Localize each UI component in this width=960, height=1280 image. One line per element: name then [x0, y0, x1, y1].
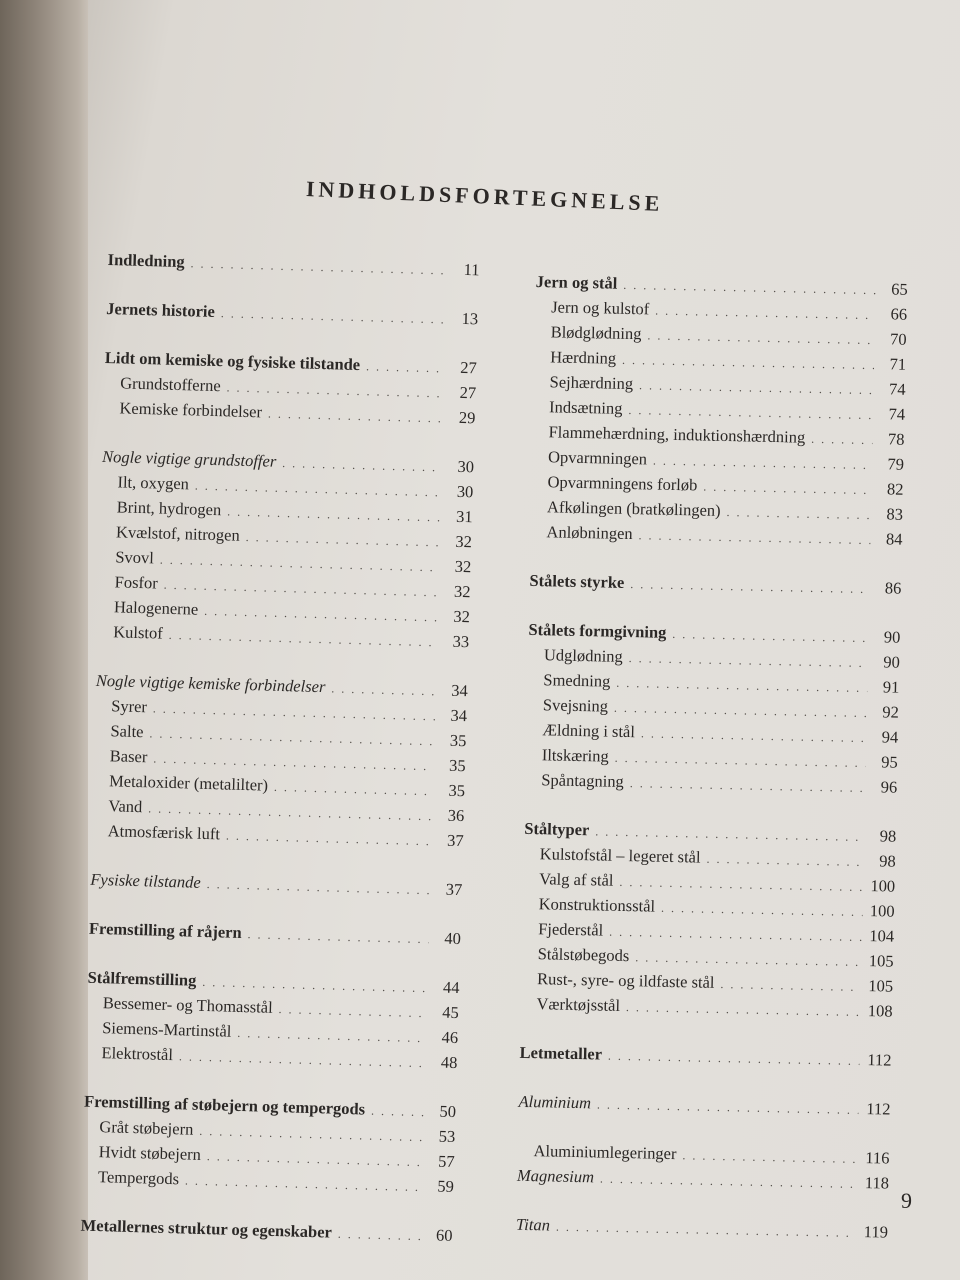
toc-entry-page: 98 [879, 851, 896, 871]
toc-entry-label: Kemiske forbindelser [119, 398, 263, 422]
toc-entry-page: 112 [866, 1099, 891, 1119]
toc-entry-page: 35 [448, 755, 466, 776]
dot-leader [682, 1144, 857, 1171]
dot-leader [371, 1100, 425, 1124]
toc-entry-page: 60 [435, 1225, 453, 1246]
toc-entry-label: Svovl [115, 547, 155, 568]
toc-entry-label: Syrer [110, 696, 148, 717]
toc-entry-label: Jern og kulstof [551, 297, 650, 319]
toc-entry-page: 32 [453, 606, 471, 627]
toc-entry-label: Værktøjsstål [536, 994, 621, 1015]
toc-entry-page: 13 [461, 308, 479, 329]
book-spine-shadow [0, 0, 92, 1280]
toc-entry-label: Letmetaller [519, 1042, 603, 1064]
toc-entry-label: Kulstofstål – legeret stål [539, 844, 701, 867]
toc-entry-page: 100 [870, 876, 896, 896]
toc-entry-label: Titan [515, 1214, 551, 1235]
toc-entry-page: 98 [879, 826, 897, 846]
toc-entry-label: Fysiske tilstande [90, 869, 202, 892]
dot-leader [630, 772, 866, 800]
toc-entry-label: Stålets styrke [529, 570, 625, 592]
dot-leader [338, 1223, 421, 1248]
toc-entry-label: Tempergods [97, 1167, 180, 1189]
toc-entry-label: Flammehærdning, induktionshærdning [548, 422, 806, 447]
toc-entry-page: 91 [882, 677, 900, 697]
dot-leader [655, 300, 875, 328]
dot-leader [639, 374, 874, 402]
toc-entry-page: 35 [448, 780, 466, 801]
toc-entry-label: Lidt om kemiske og fysiske tilstande [104, 347, 361, 375]
dot-leader [366, 355, 445, 380]
toc-entry-label: Valg af stål [539, 869, 614, 890]
toc-entry-page: 112 [867, 1050, 892, 1070]
toc-entry-label: Elektrostål [101, 1043, 174, 1065]
toc-entry-page: 36 [447, 805, 465, 826]
dot-leader [278, 998, 427, 1025]
toc-entry-page: 108 [867, 1001, 893, 1021]
toc-entry-page: 70 [889, 329, 907, 349]
toc-entry-label: Fjederstål [538, 919, 604, 940]
dot-leader [556, 1216, 856, 1245]
book-page [80, 0, 960, 1280]
toc-entry-label: Ilt, oxygen [117, 472, 190, 494]
toc-entry-label: Gråt støbejern [99, 1117, 194, 1139]
toc-entry-page: 59 [437, 1176, 455, 1197]
toc-entry-label: Rust-, syre- og ildfaste stål [536, 969, 715, 992]
toc-entry-page: 74 [888, 404, 906, 424]
toc-entry-page: 118 [864, 1173, 890, 1193]
toc-entry-label: Bessemer- og Thomasstål [102, 993, 273, 1017]
toc-entry-label: Iltskæring [541, 745, 609, 766]
toc-entry-label: Afkølingen (bratkølingen) [546, 497, 721, 520]
toc-entry-page: 37 [446, 830, 464, 851]
toc-entry-label: Jern og stål [535, 271, 618, 293]
dot-leader [641, 722, 867, 750]
toc-entry-page: 86 [884, 578, 902, 598]
toc-entry-label: Anløbningen [546, 522, 633, 544]
toc-entry-page: 34 [450, 705, 468, 726]
dot-leader [647, 324, 875, 352]
toc-entry-page: 119 [863, 1222, 889, 1242]
toc-entry-label: Indsætning [548, 397, 623, 418]
toc-entry-page: 50 [439, 1101, 457, 1122]
toc-entry-label: Brint, hydrogen [116, 497, 222, 520]
toc-entry-label: Aluminium [518, 1091, 592, 1113]
toc-entry-label: Sejhærdning [549, 372, 634, 394]
toc-entry-page: 71 [889, 354, 907, 374]
toc-entry-page: 94 [881, 727, 899, 747]
toc-entry-page: 40 [444, 928, 462, 949]
toc-entry-page: 65 [890, 279, 908, 299]
toc-entry-page: 105 [868, 976, 894, 996]
toc-entry-label: Jernets historie [106, 298, 216, 322]
toc-entry-label: Kvælstof, nitrogen [115, 522, 241, 545]
toc-entry-page: 30 [457, 456, 475, 477]
toc-entry-label: Fremstilling af støbejern og tempergods [83, 1091, 366, 1119]
dot-leader [268, 403, 444, 431]
toc-entry-label: Hærdning [549, 347, 617, 368]
toc-entry-label: Vand [108, 796, 143, 817]
page-number: 9 [901, 1188, 912, 1213]
toc-entry-page: 84 [885, 529, 903, 549]
toc-entry-page: 90 [883, 627, 901, 647]
toc-entry-page: 92 [882, 702, 900, 722]
toc-entry-label: Magnesium [516, 1165, 595, 1187]
toc-entry-label: Blødglødning [550, 322, 642, 344]
dot-leader [331, 677, 436, 703]
toc-entry-label: Grundstofferne [119, 373, 221, 396]
toc-entry-label: Spåntagning [541, 770, 625, 791]
toc-entry-page: 78 [887, 429, 905, 449]
toc-entry-page: 27 [460, 357, 478, 378]
toc-entry-label: Fosfor [114, 572, 159, 593]
toc-entry-page: 105 [868, 951, 894, 971]
toc-entry-page: 35 [449, 730, 467, 751]
toc-entry-page: 30 [456, 481, 474, 502]
toc-entry-page: 48 [440, 1052, 458, 1073]
toc-entry-label: Ældning i stål [542, 720, 636, 742]
toc-entry-page: 29 [458, 407, 476, 428]
toc-right-column [516, 270, 908, 1246]
toc-entry-label: Opvarmningens forløb [547, 472, 698, 495]
toc-entry-page: 46 [441, 1027, 459, 1048]
toc-entry-page: 34 [451, 680, 469, 701]
toc-entry-label: Konstruktionsstål [538, 894, 656, 916]
dot-leader [274, 776, 434, 803]
toc-entry-label: Stålets formgivning [528, 619, 667, 642]
toc-entry-label: Metallernes struktur og egenskaber [80, 1215, 333, 1242]
toc-entry-page: 32 [453, 581, 471, 602]
toc-entry-page: 32 [455, 531, 473, 552]
page-title: INDHOLDSFORTEGNELSE [305, 176, 664, 216]
toc-entry-label: Halogenerne [113, 597, 199, 619]
dot-leader [811, 428, 873, 452]
dot-leader [282, 452, 442, 479]
toc-entry-label: Indledning [107, 249, 185, 272]
toc-entry-page: 79 [887, 454, 905, 474]
toc-entry-page: 32 [454, 556, 472, 577]
toc-entry-page: 74 [888, 379, 906, 399]
toc-entry-page: 11 [463, 259, 480, 280]
toc-entry-page: 104 [869, 926, 895, 946]
dot-leader [638, 524, 870, 552]
toc-left-column [80, 248, 480, 1249]
dot-leader [672, 623, 868, 650]
dot-leader [706, 848, 864, 874]
toc-entry-label: Udglødning [543, 645, 623, 666]
toc-entry-label: Stålfremstilling [87, 967, 197, 990]
toc-entry-page: 37 [445, 879, 463, 900]
toc-entry-label: Nogle vigtige grundstoffer [101, 446, 277, 471]
toc-entry-label: Kulstof [113, 622, 164, 643]
toc-entry-page: 96 [880, 777, 898, 797]
toc-entry-label: Salte [110, 721, 144, 742]
toc-entry-page: 45 [442, 1002, 460, 1023]
toc-entry-label: Nogle vigtige kemiske forbindelser [95, 670, 326, 697]
toc-entry-page: 90 [883, 652, 901, 672]
toc-entry-label: Aluminiumlegeringer [533, 1141, 677, 1164]
dot-leader [661, 897, 863, 924]
dot-leader [626, 996, 861, 1024]
toc-entry-label: Ståltyper [524, 818, 590, 840]
toc-entry-label: Hvidt støbejern [98, 1142, 202, 1164]
toc-entry-label: Baser [109, 746, 148, 767]
toc-entry-page: 66 [890, 304, 908, 324]
toc-entry-page: 44 [442, 977, 460, 998]
dot-leader [726, 501, 871, 527]
toc-entry-label: Opvarmningen [547, 447, 648, 469]
toc-entry-label: Stålstøbegods [537, 944, 630, 966]
toc-entry-page: 31 [455, 506, 473, 527]
toc-entry-label: Svejsning [542, 695, 609, 716]
toc-entry-label: Smedning [543, 670, 611, 691]
toc-entry-page: 57 [437, 1151, 455, 1172]
toc-entry-page: 83 [886, 504, 904, 524]
toc-entry-page: 95 [881, 752, 898, 772]
toc-entry-page: 27 [459, 382, 477, 403]
toc-entry-page: 100 [869, 901, 895, 921]
toc-entry-label: Metaloxider (metalilter) [108, 771, 269, 795]
toc-entry-page: 53 [438, 1126, 456, 1147]
toc-entry-page: 116 [865, 1148, 890, 1168]
dot-leader [703, 476, 872, 503]
dot-leader [720, 973, 861, 999]
toc-entry-label: Fremstilling af råjern [88, 918, 242, 942]
toc-entry-label: Atmosfærisk luft [107, 821, 221, 844]
toc-entry-page: 33 [452, 631, 470, 652]
toc-entry-label: Siemens-Martinstål [101, 1018, 232, 1041]
toc-entry-page: 82 [886, 479, 904, 499]
